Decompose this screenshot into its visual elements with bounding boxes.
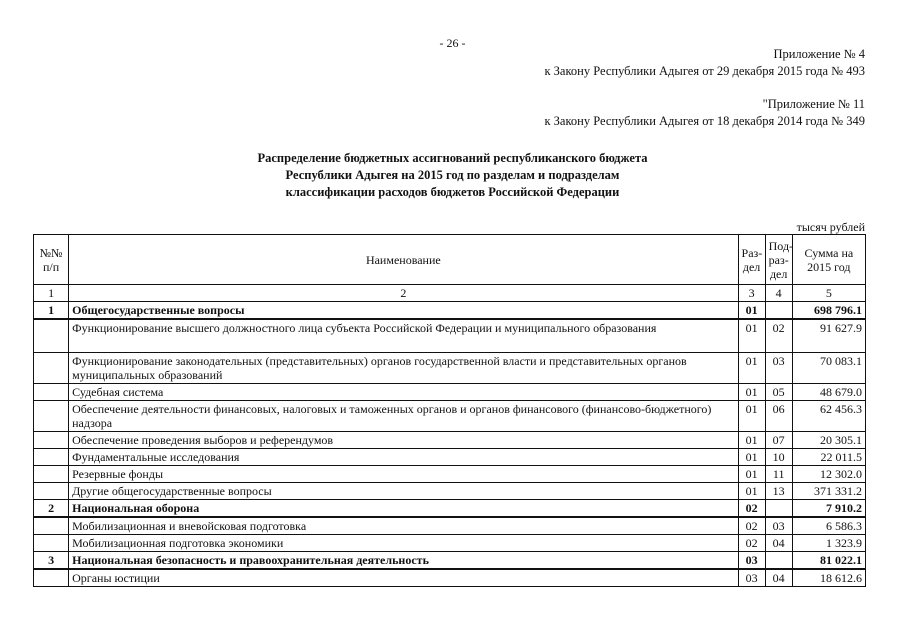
annex-current-law: к Закону Республики Адыгея от 29 декабря 2015 года № 493 — [544, 64, 865, 78]
row-name-cell: Другие общегосударственные вопросы — [69, 483, 738, 500]
row-number-cell: 2 — [34, 500, 69, 518]
row-sum-cell: 1 323.9 — [792, 535, 865, 552]
row-name-cell: Обеспечение проведения выборов и референдумов — [69, 432, 738, 449]
row-number-cell — [34, 319, 69, 353]
table-row — [34, 353, 866, 384]
table-row — [34, 517, 866, 535]
row-sum-cell: 6 586.3 — [792, 517, 865, 535]
row-sum-cell: 12 302.0 — [792, 466, 865, 483]
row-number-cell — [34, 466, 69, 483]
row-razdel-cell: 03 — [738, 569, 765, 587]
section-row — [34, 500, 866, 518]
row-podrazdel-cell: 10 — [765, 449, 792, 466]
row-razdel-cell: 01 — [738, 432, 765, 449]
table-row — [34, 466, 866, 483]
row-number-cell — [34, 535, 69, 552]
header-name: Наименование — [69, 235, 738, 285]
document-title-line-2: Республики Адыгея на 2015 год по разделам и подразделам — [285, 168, 620, 182]
row-razdel-cell: 01 — [738, 319, 765, 353]
row-number-cell — [34, 401, 69, 432]
row-podrazdel-cell — [765, 500, 792, 518]
row-number-cell — [34, 483, 69, 500]
row-number-cell — [34, 569, 69, 587]
row-name-cell: Национальная безопасность и правоохранительная деятельность — [69, 552, 738, 570]
row-podrazdel-cell: 04 — [765, 535, 792, 552]
units-label: тысяч рублей — [796, 220, 865, 234]
table-row — [34, 384, 866, 401]
row-razdel-cell: 01 — [738, 466, 765, 483]
row-razdel-cell: 02 — [738, 500, 765, 518]
section-row — [34, 302, 866, 320]
row-razdel-cell: 01 — [738, 353, 765, 384]
row-name-cell: Общегосударственные вопросы — [69, 302, 738, 320]
header-num: №№ п/п — [34, 235, 69, 285]
row-sum-cell: 62 456.3 — [792, 401, 865, 432]
row-sum-cell: 70 083.1 — [792, 353, 865, 384]
row-name-cell: Резервные фонды — [69, 466, 738, 483]
table-row — [34, 319, 866, 353]
row-number-cell — [34, 517, 69, 535]
row-razdel-cell: 01 — [738, 449, 765, 466]
row-name-cell: Мобилизационная и вневойсковая подготовка — [69, 517, 738, 535]
column-index: 5 — [792, 285, 865, 302]
budget-table — [33, 234, 866, 587]
row-number-cell — [34, 353, 69, 384]
row-sum-cell: 20 305.1 — [792, 432, 865, 449]
row-podrazdel-cell: 04 — [765, 569, 792, 587]
annex-previous-law: к Закону Республики Адыгея от 18 декабря 2014 года № 349 — [544, 114, 865, 128]
row-sum-cell: 371 331.2 — [792, 483, 865, 500]
row-razdel-cell: 02 — [738, 517, 765, 535]
row-razdel-cell: 01 — [738, 384, 765, 401]
table-row — [34, 401, 866, 432]
page-number: - 26 - — [439, 36, 466, 50]
annex-previous — [544, 96, 865, 130]
document-title — [0, 150, 905, 201]
row-name-cell: Обеспечение деятельности финансовых, налоговых и таможенных органов и органов финансового (финансово-бюджетного) надзора — [69, 401, 738, 432]
row-sum-cell: 81 022.1 — [792, 552, 865, 570]
document-title-line-1: Распределение бюджетных ассигнований республиканского бюджета — [257, 151, 648, 165]
row-name-cell: Национальная оборона — [69, 500, 738, 518]
section-row — [34, 552, 866, 570]
row-name-cell: Мобилизационная подготовка экономики — [69, 535, 738, 552]
row-name-cell: Функционирование законодательных (представительных) органов государственной власти и представительных органов муниципальных образований — [69, 353, 738, 384]
row-number-cell — [34, 384, 69, 401]
table-row — [34, 535, 866, 552]
header-razdel: Раз-дел — [738, 235, 765, 285]
row-sum-cell: 48 679.0 — [792, 384, 865, 401]
column-index: 1 — [34, 285, 69, 302]
table-row — [34, 432, 866, 449]
row-number-cell — [34, 432, 69, 449]
row-podrazdel-cell: 03 — [765, 353, 792, 384]
row-podrazdel-cell: 11 — [765, 466, 792, 483]
row-razdel-cell: 01 — [738, 483, 765, 500]
row-podrazdel-cell: 03 — [765, 517, 792, 535]
row-number-cell — [34, 449, 69, 466]
document-title-line-3: классификации расходов бюджетов Российской Федерации — [285, 185, 620, 199]
row-razdel-cell: 03 — [738, 552, 765, 570]
table-row — [34, 483, 866, 500]
table-header-row — [34, 235, 866, 285]
annex-previous-title: "Приложение № 11 — [762, 97, 865, 111]
annex-current-title: Приложение № 4 — [773, 47, 865, 61]
row-razdel-cell: 01 — [738, 302, 765, 320]
column-index-row — [34, 285, 866, 302]
row-podrazdel-cell: 02 — [765, 319, 792, 353]
column-index: 3 — [738, 285, 765, 302]
row-sum-cell: 698 796.1 — [792, 302, 865, 320]
row-name-cell: Органы юстиции — [69, 569, 738, 587]
table-row — [34, 449, 866, 466]
row-name-cell: Судебная система — [69, 384, 738, 401]
header-podrazdel: Под-раз-дел — [765, 235, 792, 285]
table-body — [34, 302, 866, 587]
table-row — [34, 569, 866, 587]
column-index: 2 — [69, 285, 738, 302]
row-name-cell: Фундаментальные исследования — [69, 449, 738, 466]
row-podrazdel-cell: 13 — [765, 483, 792, 500]
row-name-cell: Функционирование высшего должностного лица субъекта Российской Федерации и муниципального образования — [69, 319, 738, 353]
row-razdel-cell: 01 — [738, 401, 765, 432]
row-podrazdel-cell — [765, 302, 792, 320]
column-index: 4 — [765, 285, 792, 302]
row-sum-cell: 18 612.6 — [792, 569, 865, 587]
row-sum-cell: 91 627.9 — [792, 319, 865, 353]
row-number-cell: 3 — [34, 552, 69, 570]
header-sum: Сумма на 2015 год — [792, 235, 865, 285]
annex-current — [544, 46, 865, 80]
row-number-cell: 1 — [34, 302, 69, 320]
row-podrazdel-cell — [765, 552, 792, 570]
row-podrazdel-cell: 05 — [765, 384, 792, 401]
row-sum-cell: 22 011.5 — [792, 449, 865, 466]
row-podrazdel-cell: 07 — [765, 432, 792, 449]
row-razdel-cell: 02 — [738, 535, 765, 552]
row-podrazdel-cell: 06 — [765, 401, 792, 432]
row-sum-cell: 7 910.2 — [792, 500, 865, 518]
